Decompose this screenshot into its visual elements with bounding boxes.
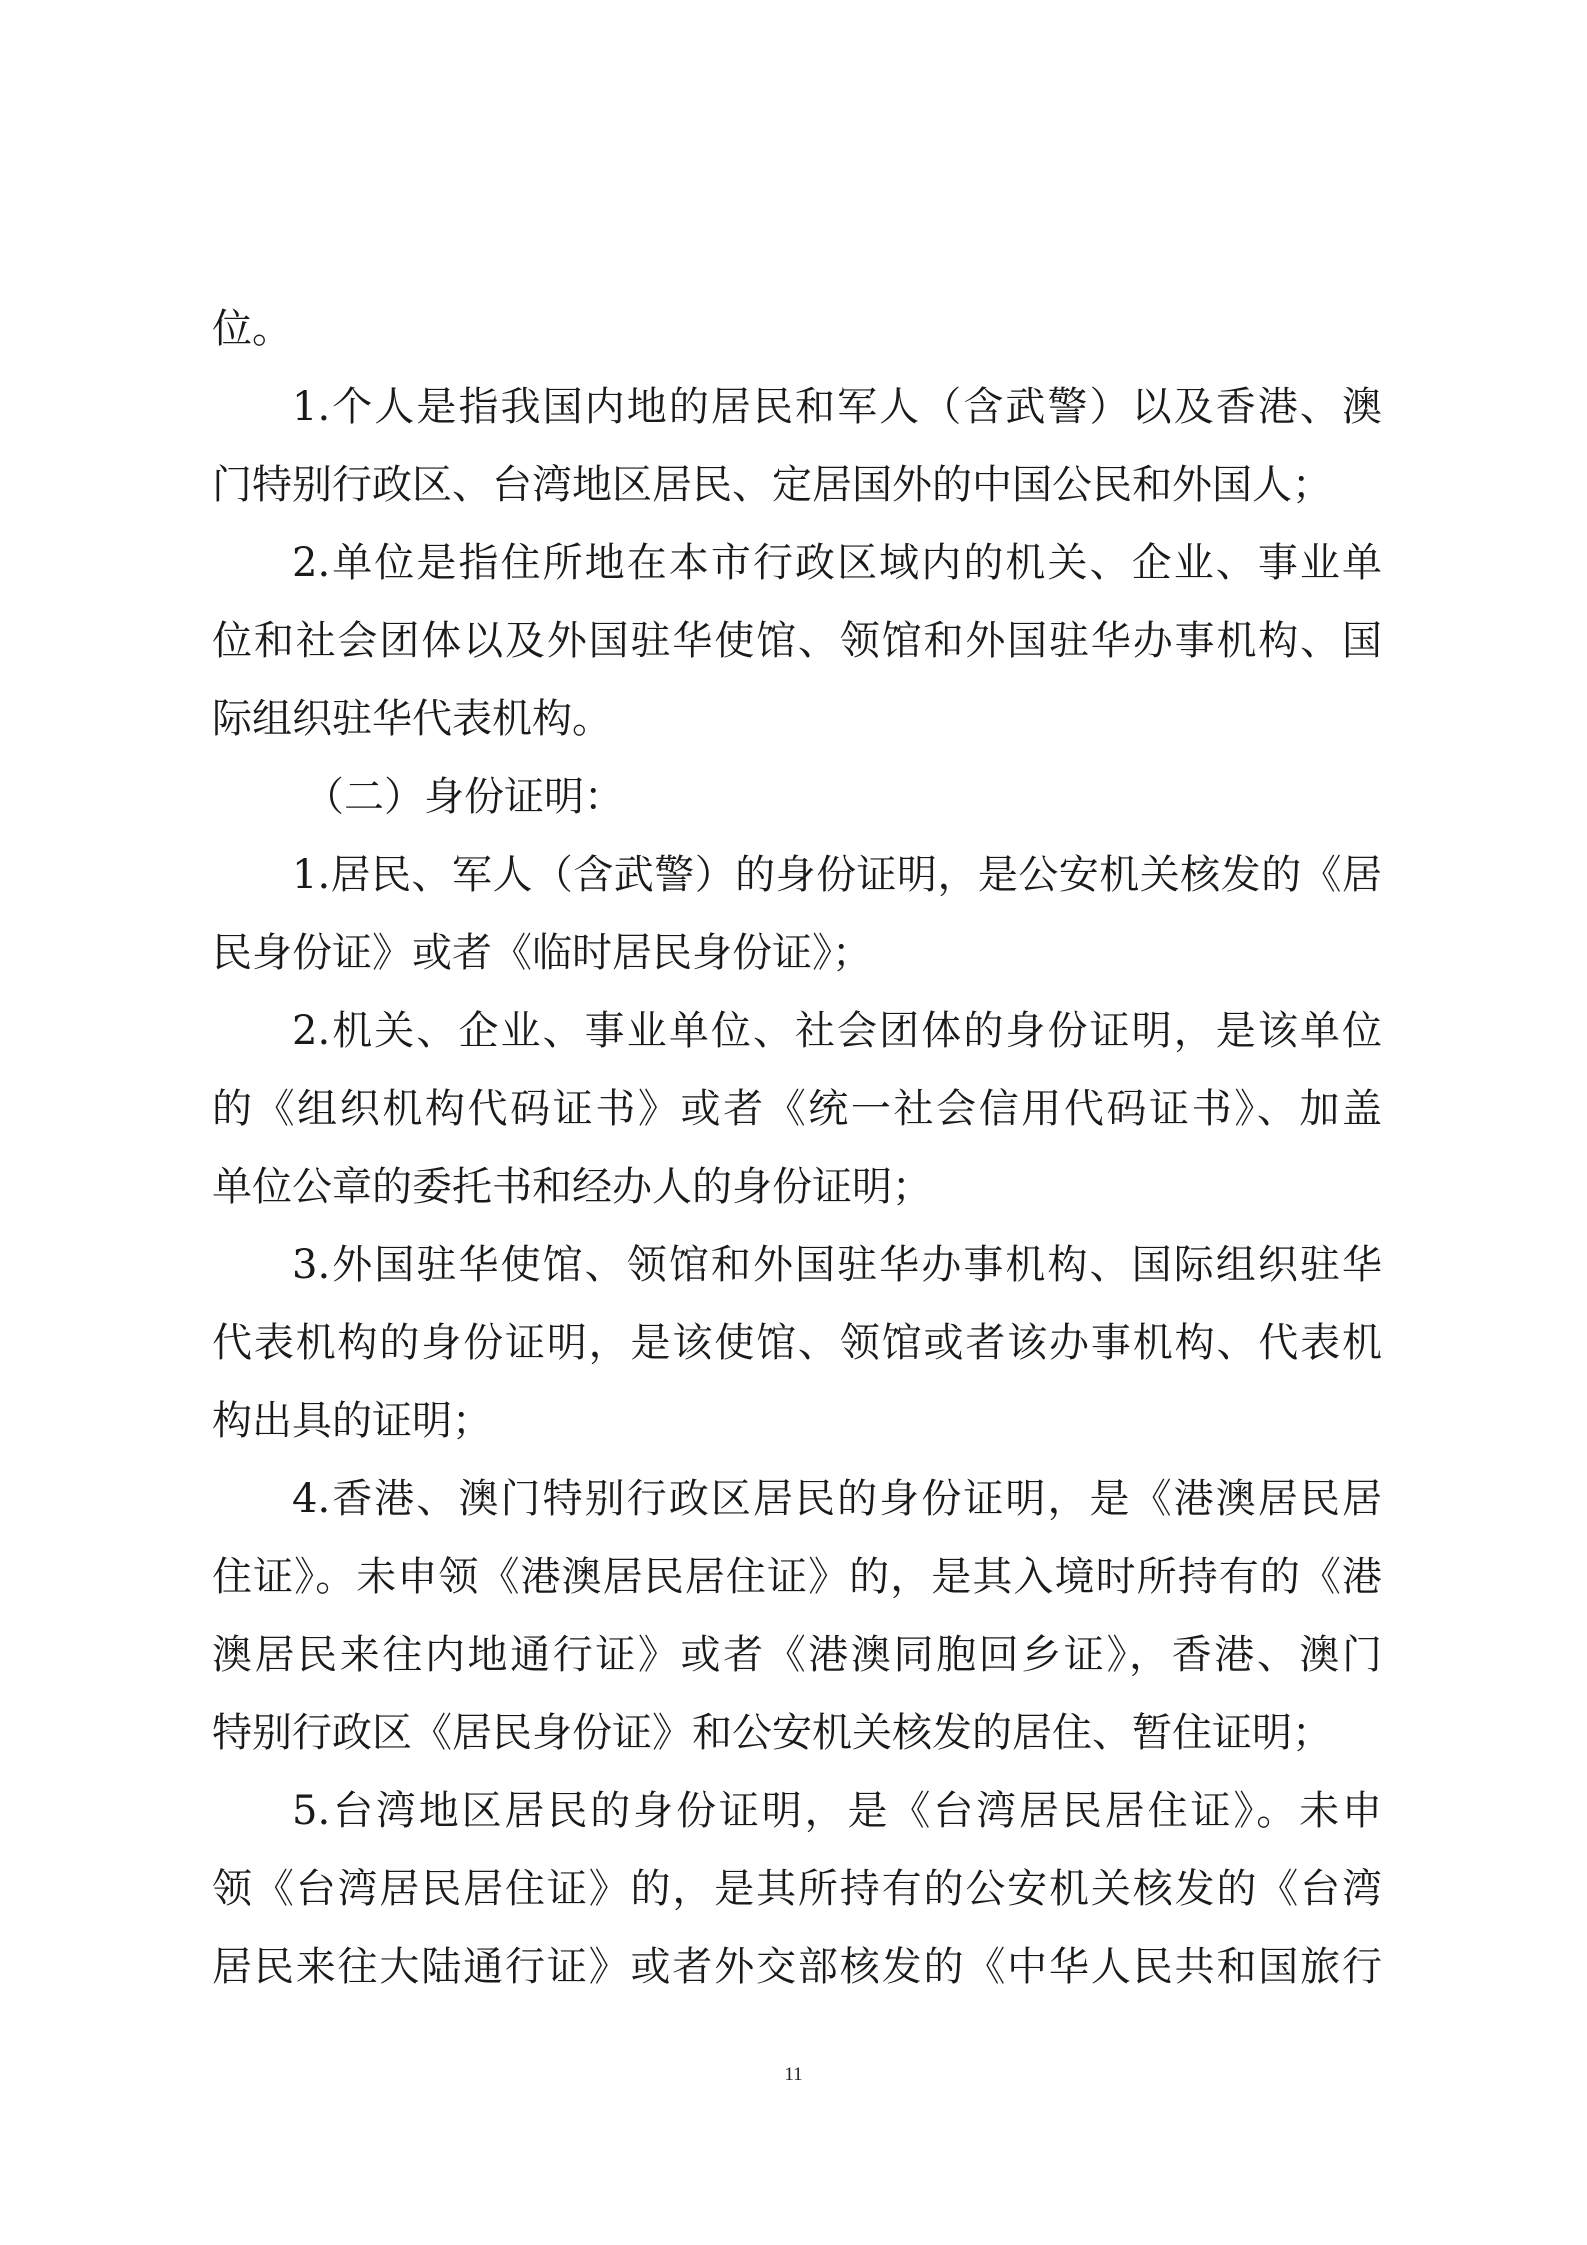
text-line: 领《台湾居民居住证》的，是其所持有的公安机关核发的《台湾 — [212, 1866, 1382, 1912]
text-line: 位。 — [212, 306, 292, 352]
page-number: 11 — [784, 2064, 803, 2085]
text-line: 1.居民、军人（含武警）的身份证明，是公安机关核发的《居 — [292, 852, 1382, 898]
text-line: 际组织驻华代表机构。 — [212, 696, 612, 742]
text-line: 澳居民来往内地通行证》或者《港澳同胞回乡证》，香港、澳门 — [212, 1632, 1382, 1678]
text-line: 5.台湾地区居民的身份证明，是《台湾居民居住证》。未申 — [292, 1788, 1382, 1834]
text-line: 2.机关、企业、事业单位、社会团体的身份证明，是该单位 — [292, 1008, 1382, 1054]
text-line: 1.个人是指我国内地的居民和军人（含武警）以及香港、澳 — [292, 384, 1382, 430]
body-text — [212, 290, 1382, 2006]
text-line: 门特别行政区、台湾地区居民、定居国外的中国公民和外国人； — [212, 462, 1332, 508]
text-line: 特别行政区《居民身份证》和公安机关核发的居住、暂住证明； — [212, 1710, 1332, 1756]
text-line: 的《组织机构代码证书》或者《统一社会信用代码证书》、加盖 — [212, 1086, 1382, 1132]
text-line: 单位公章的委托书和经办人的身份证明； — [212, 1164, 932, 1210]
text-line: 3.外国驻华使馆、领馆和外国驻华办事机构、国际组织驻华 — [292, 1242, 1382, 1288]
text-line: 构出具的证明； — [212, 1398, 492, 1444]
text-line: 位和社会团体以及外国驻华使馆、领馆和外国驻华办事机构、国 — [212, 618, 1382, 664]
text-line: 代表机构的身份证明，是该使馆、领馆或者该办事机构、代表机 — [212, 1320, 1382, 1366]
text-line: 居民来往大陆通行证》或者外交部核发的《中华人民共和国旅行 — [212, 1944, 1382, 1990]
text-line: 住证》。未申领《港澳居民居住证》的，是其入境时所持有的《港 — [212, 1554, 1382, 1600]
text-line: 4.香港、澳门特别行政区居民的身份证明，是《港澳居民居 — [292, 1476, 1382, 1522]
section-heading: （二）身份证明： — [304, 774, 624, 820]
text-line: 2.单位是指住所地在本市行政区域内的机关、企业、事业单 — [292, 540, 1382, 586]
text-line: 民身份证》或者《临时居民身份证》； — [212, 930, 872, 976]
